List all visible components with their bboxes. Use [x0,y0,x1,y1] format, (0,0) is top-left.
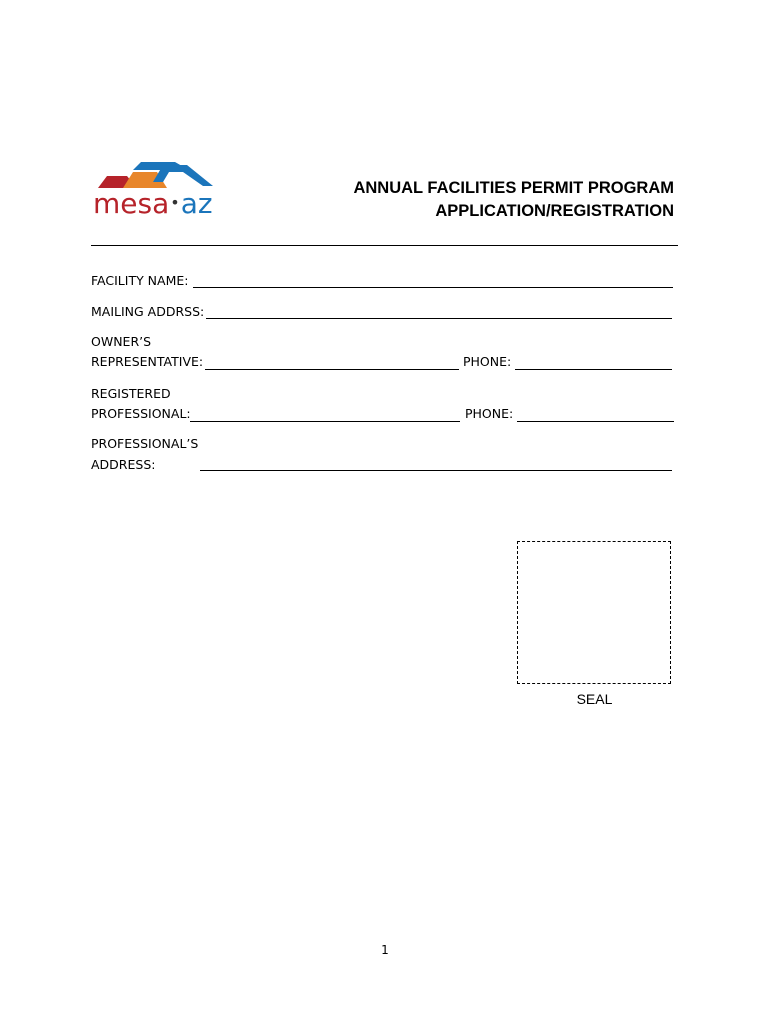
facility-name-label: FACILITY NAME: [91,273,189,288]
title-line-2: APPLICATION/REGISTRATION [435,202,674,220]
owners-rep-phone-field[interactable] [515,369,672,370]
logo-wordmark: mesa•az [93,187,213,220]
registered-prof-phone-label: PHONE: [465,406,514,421]
owners-rep-label-line1: OWNER’S [91,334,152,349]
mesa-az-logo [93,160,223,226]
registered-prof-label-line2: PROFESSIONAL: [91,406,191,421]
title-divider [91,245,678,246]
prof-address-label-line2: ADDRESS: [91,457,156,472]
owners-rep-phone-label: PHONE: [463,354,512,369]
facility-name-field[interactable] [193,287,673,288]
document-title [353,177,674,223]
prof-address-field[interactable] [200,470,672,471]
owners-rep-field[interactable] [205,369,459,370]
registered-prof-phone-field[interactable] [517,421,674,422]
mailing-address-field[interactable] [206,318,672,319]
registered-prof-field[interactable] [190,421,460,422]
seal-label: SEAL [576,691,613,707]
page-number: 1 [381,943,389,957]
seal-box [517,541,671,684]
prof-address-label-line1: PROFESSIONAL’S [91,436,199,451]
owners-rep-label-line2: REPRESENTATIVE: [91,354,204,369]
mailing-address-label: MAILING ADDRSS: [91,304,205,319]
title-line-1: ANNUAL FACILITIES PERMIT PROGRAM [353,179,674,197]
registered-prof-label-line1: REGISTERED [91,386,171,401]
